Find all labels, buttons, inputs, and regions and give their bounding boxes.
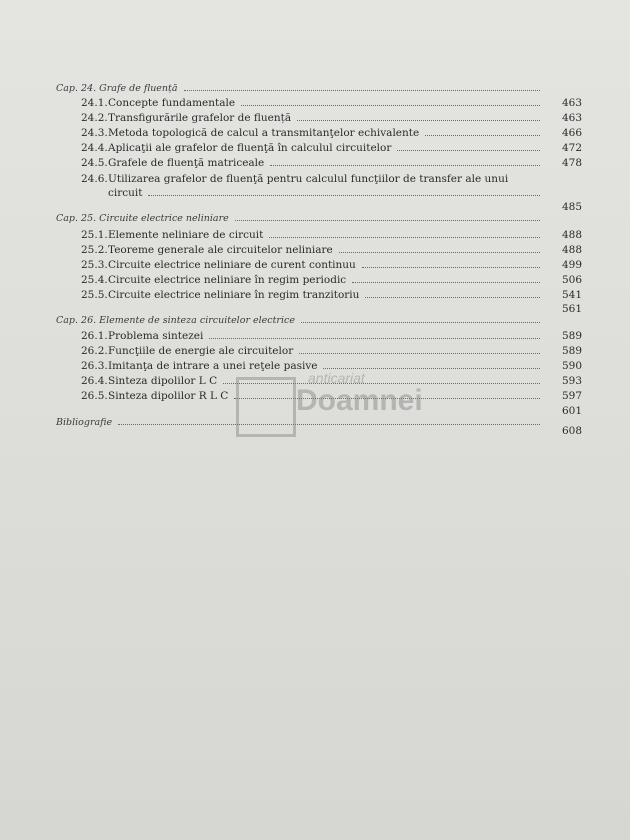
dot-leader [425, 135, 540, 136]
watermark-line2: Doamnei [296, 384, 423, 417]
chapter-end-page-number: 561 [561, 303, 582, 315]
chapter-heading [56, 82, 546, 95]
section-number: 24.5. [81, 157, 108, 169]
toc-entry-continued [108, 187, 546, 200]
dot-leader [270, 165, 540, 166]
dot-leader [301, 322, 540, 323]
page-number: 463 [561, 97, 582, 109]
watermark-line1: anticariat [308, 370, 365, 386]
section-title: Funcţiile de energie ale circuitelor [108, 345, 294, 357]
page-number: 541 [561, 289, 582, 301]
page-number: 608 [561, 425, 582, 437]
toc-entry [81, 289, 546, 302]
toc-entry [81, 229, 546, 242]
section-number: 25.4. [81, 274, 108, 286]
watermark [236, 368, 423, 434]
section-number: 25.3. [81, 259, 108, 271]
page-number: 589 [561, 345, 582, 357]
section-number: 25.2. [81, 244, 108, 256]
section-title: Circuite electrice neliniare în regim tranzitoriu [108, 289, 360, 301]
page-number: 590 [561, 360, 582, 372]
section-number: 26.1. [81, 330, 108, 342]
section-title: Problema sintezei [108, 330, 204, 342]
page-number: 478 [561, 157, 582, 169]
page-number: 488 [561, 229, 582, 241]
dot-leader [269, 237, 540, 238]
section-number: 26.2. [81, 345, 108, 357]
page-number: 506 [561, 274, 582, 286]
section-number: 24.6. [81, 173, 108, 185]
section-number: 26.3. [81, 360, 108, 372]
dot-leader [184, 90, 540, 91]
dot-leader [148, 195, 540, 196]
page-number: 597 [561, 390, 582, 402]
section-title: Elemente neliniare de circuit [108, 229, 264, 241]
toc-entry [81, 112, 546, 125]
page-number: 488 [561, 244, 582, 256]
section-title: Utilizarea grafelor de fluenţă pentru calculul funcţiilor de transfer ale unui [108, 173, 509, 185]
section-number: 25.1. [81, 229, 108, 241]
section-title: Imitanţa de intrare a unei reţele pasive [108, 360, 318, 372]
section-title-continued: circuit [108, 187, 143, 199]
toc-entry [81, 330, 546, 343]
dot-leader [297, 120, 540, 121]
toc-entry [81, 259, 546, 272]
dot-leader [241, 105, 540, 106]
section-title: Circuite electrice neliniare de curent continuu [108, 259, 356, 271]
toc-entry [81, 173, 508, 186]
section-number: 24.3. [81, 127, 108, 139]
page-number: 485 [561, 201, 582, 213]
dot-leader [339, 252, 540, 253]
section-title: Circuite electrice neliniare în regim periodic [108, 274, 347, 286]
page-number: 593 [561, 375, 582, 387]
chapter-title: Cap. 24. Grafe de fluență [56, 83, 178, 94]
chapter-title: Cap. 26. Elemente de sinteza circuitelor electrice [56, 315, 295, 326]
toc-entry [81, 97, 546, 110]
toc-entry [81, 274, 546, 287]
toc-entry [81, 244, 546, 257]
chapter-title: Cap. 25. Circuite electrice neliniare [56, 213, 229, 224]
toc-entry [81, 345, 546, 358]
toc-entry [81, 157, 546, 170]
bibliography-title: Bibliografie [56, 417, 113, 428]
dot-leader [209, 338, 540, 339]
page-number: 466 [561, 127, 582, 139]
section-number: 26.4. [81, 375, 108, 387]
section-title: Sinteza dipolilor R L C [108, 390, 229, 402]
dot-leader [352, 282, 540, 283]
section-title: Transfigurările grafelor de fluență [108, 112, 292, 124]
section-title: Aplicaţii ale grafelor de fluenţă în calculul circuitelor [108, 142, 392, 154]
section-number: 25.5. [81, 289, 108, 301]
dot-leader [235, 220, 540, 221]
section-number: 24.1. [81, 97, 108, 109]
chapter-end-page-number: 601 [561, 405, 582, 417]
page-number: 463 [561, 112, 582, 124]
chapter-heading [56, 212, 546, 225]
page-number: 589 [561, 330, 582, 342]
dot-leader [397, 150, 540, 151]
dot-leader [299, 353, 540, 354]
watermark-logo-icon [236, 377, 296, 437]
section-number: 24.4. [81, 142, 108, 154]
section-title: Grafele de fluenţă matriceale [108, 157, 265, 169]
toc-entry [81, 127, 546, 140]
section-title: Metoda topologică de calcul a transmitanţelor echivalente [108, 127, 420, 139]
toc-entry [81, 142, 546, 155]
dot-leader [362, 267, 540, 268]
section-title: Concepte fundamentale [108, 97, 236, 109]
page-number: 472 [561, 142, 582, 154]
page-number: 499 [561, 259, 582, 271]
section-title: Teoreme generale ale circuitelor neliniare [108, 244, 333, 256]
section-number: 24.2. [81, 112, 108, 124]
chapter-heading [56, 314, 546, 327]
section-number: 26.5. [81, 390, 108, 402]
dot-leader [365, 297, 540, 298]
section-title: Sinteza dipolilor L C [108, 375, 218, 387]
